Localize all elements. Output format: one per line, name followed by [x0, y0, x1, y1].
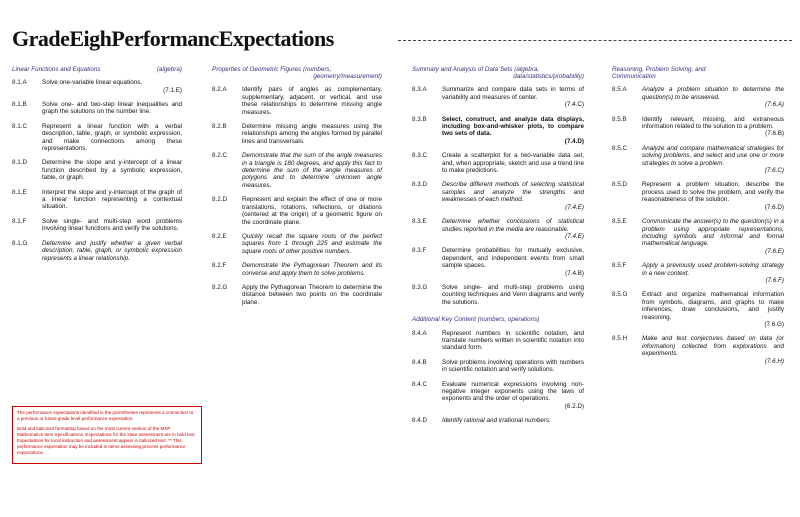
expectation-text: [42, 189, 182, 211]
expectation-description: Identify rational and irrational numbers.: [442, 417, 551, 425]
heading-text-2: data/statistics/probability): [513, 73, 584, 81]
expectation-description: Solve single- and multi-step word problems involving linear functions and verify the solutions.: [42, 217, 182, 233]
expectation-code: 8.1.C: [12, 122, 28, 130]
expectation-item: [412, 284, 584, 306]
connection-tag: (6.2.D): [564, 402, 584, 410]
expectation-text: [442, 116, 584, 146]
expectation-code: 8.1.B: [12, 101, 27, 109]
expectation-code: 8.4.C: [412, 380, 428, 388]
expectation-text: [442, 359, 584, 374]
connection-tag: (7.6.H): [764, 357, 784, 365]
expectation-code: 8.1.G: [12, 239, 28, 247]
heading-tag: (algebra): [156, 66, 182, 73]
expectation-code: 8.2.A: [212, 86, 227, 94]
note-paragraph-1: The performance expectations identified in the parentheses represents a connection to a previous or future grade level performance expectation.: [17, 410, 194, 421]
expectation-code: 8.3.E: [412, 218, 427, 226]
expectation-description: Determine probabilities for mutually exclusive, dependent, and independent events from small sample spaces.: [442, 247, 584, 270]
expectation-text: [242, 86, 382, 116]
expectation-item: [612, 262, 784, 284]
expectation-item: [12, 240, 182, 262]
expectation-code: 8.5.G: [612, 291, 628, 299]
expectation-item: [212, 233, 382, 255]
expectation-code: 8.3.D: [412, 181, 428, 189]
expectation-code: 8.3.C: [412, 152, 428, 160]
expectation-item: [612, 291, 784, 328]
expectation-text: [42, 218, 182, 233]
expectation-description: Analyze a problem situation to determine the question(s) to be answered.: [642, 86, 784, 101]
heading-text: Reasoning, Problem Solving, and: [612, 66, 706, 73]
expectation-description: Solve one- and two-step linear inequalities and graph the solutions on the number line.: [42, 101, 182, 116]
expectation-item: [412, 417, 584, 424]
expectation-text: [442, 152, 584, 174]
connection-tag: (7.6.B): [765, 130, 784, 138]
expectation-code: 8.5.A: [612, 86, 627, 94]
expectation-code: 8.1.D: [12, 159, 28, 167]
expectation-description: Select, construct, and analyze data displays, including box-and-whisker plots, to compare two sets of data.: [442, 115, 584, 138]
column-data-sets: [412, 66, 584, 432]
subheading-additional-key-content: Additional Key Content (numbers, operations): [412, 316, 540, 324]
expectation-item: [12, 123, 182, 153]
expectation-code: 8.4.D: [412, 417, 428, 425]
expectation-item: [412, 152, 584, 174]
expectation-description: Interpret the slope and y-intercept of the graph of a linear function representing a contextual situation.: [42, 188, 182, 211]
expectation-description: Create a scatterplot for a two-variable data set, and, when appropriate, sketch and use a trend line to make predictions.: [442, 152, 584, 175]
expectation-item: [412, 330, 584, 352]
expectation-code: 8.5.E: [612, 218, 627, 226]
expectation-text: [42, 159, 182, 181]
expectation-description: Represent numbers in scientific notation, and translate numbers written in scientific notation into standard form.: [442, 329, 584, 352]
title-dotted-rule: [398, 40, 792, 41]
heading-text: Properties of Geometric Figures (numbers,: [212, 66, 332, 73]
connection-tag: (7.6.G): [764, 320, 784, 328]
expectation-item: [212, 86, 382, 116]
expectation-text: [642, 218, 784, 255]
column-geometric-figures: [212, 66, 382, 313]
expectation-text: [42, 79, 182, 94]
note-paragraph-2: Bold and italicized formatting based on the most current version of the MSP Mathematics Item Specifications. Expectations for the state assessment are in bold text. Expectations for local instruction and assessment appear in italicized text. ** This performance expectation may be included in items assessing process performance expectations.: [17, 426, 196, 455]
connection-tag: (7.4.D): [564, 137, 584, 145]
expectation-text: [442, 284, 584, 306]
expectation-code: 8.2.E: [212, 232, 227, 240]
column-heading: [212, 66, 382, 80]
expectation-item: [212, 284, 382, 306]
expectation-code: 8.3.F: [412, 247, 427, 255]
expectation-description: Identify pairs of angles as complementary, supplementary, adjacent, or vertical, and use these relationships to determine missing angle measures.: [242, 86, 382, 116]
expectation-code: 8.5.H: [612, 335, 628, 343]
expectation-description: Determine whether conclusions of statistical studies reported in the media are reasonable.: [442, 218, 584, 233]
expectation-item: [412, 181, 584, 211]
expectation-item: [612, 335, 784, 365]
heading-text-2: geometry/measurement): [313, 73, 382, 81]
column-heading: [12, 66, 182, 73]
expectation-description: Determine the slope and y-intercept of a linear function described by a symbolic expression, table, or graph.: [42, 159, 182, 182]
connection-tag: (7.6.F): [765, 276, 784, 284]
column-heading: [412, 66, 584, 80]
expectation-description: Evaluate numerical expressions involving non-negative integer exponents using the laws of exponents and the order of operations.: [442, 380, 584, 403]
expectation-code: 8.2.C: [212, 152, 228, 160]
expectation-item: [212, 196, 382, 226]
expectation-description: Solve one-variable linear equations.: [42, 79, 143, 87]
expectation-item: [412, 86, 584, 108]
expectation-item: [612, 145, 784, 175]
expectation-text: [642, 181, 784, 211]
expectation-code: 8.5.F: [612, 262, 627, 270]
connection-tag: (7.4.B): [565, 269, 584, 277]
expectation-item: [612, 218, 784, 255]
expectation-description: Determine missing angle measures using the relationships among the angles formed by parallel lines and transversals.: [242, 123, 382, 145]
expectation-code: 8.4.A: [412, 329, 427, 337]
expectation-code: 8.5.B: [612, 115, 627, 123]
expectation-text: [642, 335, 784, 365]
expectation-text: [442, 218, 584, 240]
expectation-code: 8.2.G: [212, 283, 228, 291]
connection-tag: (7.6.C): [764, 167, 784, 175]
expectation-description: Communicate the answer(s) to the question(s) in a problem using appropriate representations, including symbols and informal and formal mathematical language.: [642, 218, 784, 248]
expectation-text: [642, 116, 784, 138]
column-reasoning: [612, 66, 784, 372]
expectation-item: [212, 152, 382, 189]
legend-note-box: [12, 406, 202, 464]
expectation-text: [242, 284, 382, 306]
column-linear-functions: [12, 66, 182, 269]
expectation-text: [442, 181, 584, 211]
expectation-description: Apply a previously used problem-solving strategy in a new context.: [642, 262, 784, 277]
expectation-code: 8.4.B: [412, 358, 427, 366]
expectation-description: Solve problems involving operations with numbers in scientific notation and verify solutions.: [442, 358, 584, 374]
expectation-text: [242, 262, 382, 277]
expectation-text: [242, 152, 382, 189]
expectation-item: [612, 116, 784, 138]
expectation-code: 8.2.D: [212, 196, 228, 204]
expectation-text: [642, 86, 784, 108]
expectation-code: 8.2.F: [212, 262, 227, 270]
expectation-description: Analyze and compare mathematical strategies for solving problems, and select and use one or more strategies to solve a problem.: [642, 144, 784, 167]
expectation-item: [12, 79, 182, 94]
expectation-text: [442, 247, 584, 277]
expectation-text: [642, 145, 784, 175]
expectation-description: Represent a linear function with a verbal description, table, graph, or symbolic expression, and make connections among these representations.: [42, 122, 182, 153]
heading-text: Linear Functions and Equations: [12, 66, 101, 73]
expectation-item: [412, 247, 584, 277]
expectation-text: [442, 381, 584, 411]
expectation-description: Extract and organize mathematical information from symbols, diagrams, and graphs to make inferences, draw conclusions, and justify reasoning.: [642, 291, 784, 321]
connection-tag: (7.6.A): [765, 101, 784, 109]
expectation-description: Summarize and compare data sets in terms of variability and measures of center.: [442, 86, 584, 101]
expectation-description: Represent and explain the effect of one or more translations, rotations, reflections, or dilations (centered at the origin) of a geometric figure on the coordinate plane.: [242, 196, 382, 226]
expectation-text: [242, 233, 382, 255]
expectation-description: Demonstrate the Pythagorean Theorem and its converse and apply them to solve problems.: [242, 262, 382, 277]
expectation-text: [642, 291, 784, 328]
expectation-item: [412, 218, 584, 240]
expectation-description: Solve single- and multi-step problems using counting techniques and Venn diagrams and verify the solutions.: [442, 283, 584, 306]
expectation-code: 8.1.E: [12, 188, 27, 196]
expectation-code: 8.1.F: [12, 217, 27, 225]
expectation-item: [412, 116, 584, 146]
connection-tag: (7.1.E): [163, 86, 182, 94]
heading-text: Summary and Analysis of Data Sets (algebra,: [412, 66, 540, 73]
expectation-item: [12, 218, 182, 233]
expectation-description: Apply the Pythagorean Theorem to determine the distance between two points on the coordinate plane.: [242, 283, 382, 306]
column-heading: [612, 66, 784, 80]
expectation-description: Describe different methods of selecting statistical samples and analyze the strengths and weaknesses of each method.: [442, 181, 584, 204]
expectation-item: [212, 123, 382, 145]
expectation-text: [442, 86, 584, 108]
expectation-description: Make and test conjectures based on data (or information) collected from explorations and experiments.: [642, 335, 784, 358]
expectation-code: 8.5.D: [612, 181, 628, 189]
expectation-text: [442, 417, 584, 424]
expectation-description: Identify relevant, missing, and extraneous information related to the solution to a problem.: [642, 115, 784, 131]
heading-text-2: Communication: [612, 73, 656, 81]
expectation-code: 8.3.G: [412, 283, 428, 291]
expectation-code: 8.5.C: [612, 144, 628, 152]
expectation-description: Determine and justify whether a given verbal description, table, graph, or symbolic expression represents a linear relationship.: [42, 239, 182, 262]
connection-tag: (7.6.E): [765, 247, 784, 255]
expectation-code: 8.2.B: [212, 123, 227, 131]
expectation-text: [242, 123, 382, 145]
page-title: GradeEighPerformancExpectations: [12, 26, 334, 51]
expectation-text: [42, 240, 182, 262]
expectation-text: [42, 101, 182, 116]
expectation-description: Demonstrate that the sum of the angle measures in a triangle is 180 degrees, and apply this fact to determine the sum of the angle measures of polygons and to determine unknown angle measures.: [242, 152, 382, 189]
expectation-item: [412, 359, 584, 374]
expectation-code: 8.3.A: [412, 86, 427, 94]
expectation-item: [12, 101, 182, 116]
expectation-description: Represent a problem situation, describe the process used to solve the problem, and verify the reasonableness of the solution.: [642, 181, 784, 204]
expectation-text: [642, 262, 784, 284]
connection-tag: (7.4.C): [564, 101, 584, 109]
expectation-item: [12, 159, 182, 181]
connection-tag: (7.6.D): [764, 203, 784, 211]
expectation-code: 8.1.A: [12, 79, 27, 87]
connection-tag: (7.4.E): [565, 232, 584, 240]
expectation-text: [442, 330, 584, 352]
connection-tag: (7.4.E): [565, 203, 584, 211]
expectation-item: [12, 189, 182, 211]
expectation-text: [242, 196, 382, 226]
expectation-code: 8.3.B: [412, 115, 427, 123]
expectation-item: [212, 262, 382, 277]
expectation-description: Quickly recall the square roots of the perfect squares from 1 through 225 and estimate the square roots of other positive numbers.: [242, 232, 382, 255]
expectation-item: [412, 381, 584, 411]
expectation-item: [612, 181, 784, 211]
expectation-text: [42, 123, 182, 153]
expectation-item: [612, 86, 784, 108]
